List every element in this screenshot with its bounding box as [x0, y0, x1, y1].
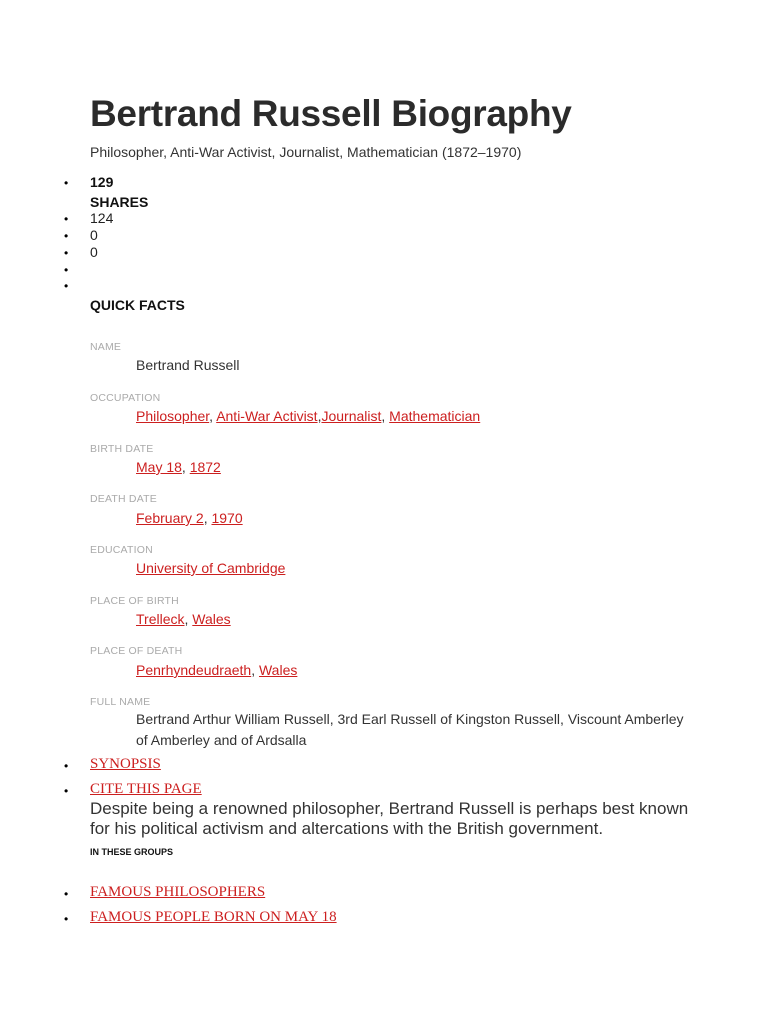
birth-country-link[interactable]: Wales	[192, 611, 231, 627]
quick-facts-heading: QUICK FACTS	[90, 297, 185, 313]
fact-label-name: NAME	[90, 341, 122, 353]
fact-value-place-of-death: Penrhyndeudraeth, Wales	[136, 662, 298, 678]
fact-label-death-date: DEATH DATE	[90, 493, 157, 505]
fact-label-occupation: OCCUPATION	[90, 392, 161, 404]
fact-value-education	[136, 560, 285, 576]
share-label: SHARES	[90, 194, 149, 210]
occupation-link-journalist[interactable]: Journalist	[321, 408, 382, 424]
birth-town-link[interactable]: Trelleck	[136, 611, 185, 627]
birth-year-link[interactable]: 1872	[189, 459, 221, 475]
death-day-link[interactable]: February 2	[136, 510, 204, 526]
fact-label-place-of-birth: PLACE OF BIRTH	[90, 595, 179, 607]
bullet-icon: •	[64, 176, 69, 190]
death-year-link[interactable]: 1970	[211, 510, 243, 526]
bullet-icon: •	[64, 212, 69, 226]
bullet-icon: •	[64, 759, 69, 773]
fact-value-birth-date: May 18, 1872	[136, 459, 221, 475]
birth-day-link[interactable]: May 18	[136, 459, 182, 475]
page-subtitle: Philosopher, Anti-War Activist, Journalist, Mathematician (1872–1970)	[90, 144, 522, 160]
fact-label-place-of-death: PLACE OF DEATH	[90, 645, 183, 657]
fact-label-birth-date: BIRTH DATE	[90, 443, 154, 455]
bullet-icon: •	[64, 887, 69, 901]
share-count-2[interactable]: 0	[90, 227, 98, 243]
fact-value-place-of-birth: Trelleck, Wales	[136, 611, 231, 627]
article-summary: Despite being a renowned philosopher, Bertrand Russell is perhaps best known for his political activism and altercations with the British government.	[90, 799, 689, 838]
bullet-icon: •	[64, 263, 69, 277]
death-country-link[interactable]: Wales	[258, 662, 298, 678]
fact-value-full-name: Bertrand Arthur William Russell, 3rd Earl Russell of Kingston Russell, Viscount Amberley of Amberley and of Ardsalla	[136, 711, 684, 748]
fact-label-education: EDUCATION	[90, 544, 153, 556]
bullet-icon: •	[64, 912, 69, 926]
bullet-icon: •	[64, 246, 69, 260]
group-link-famous-philosophers[interactable]: FAMOUS PHILOSOPHERS	[90, 884, 266, 900]
page-title: Bertrand Russell Biography	[90, 93, 572, 134]
fact-value-occupation: Philosopher, Anti-War Activist,Journalist, Mathematician	[136, 408, 481, 424]
group-link-born-may-18[interactable]: FAMOUS PEOPLE BORN ON MAY 18	[90, 909, 337, 925]
fact-value-death-date: February 2, 1970	[136, 510, 243, 526]
cite-this-page-link[interactable]: CITE THIS PAGE	[90, 781, 202, 797]
synopsis-link[interactable]: SYNOPSIS	[90, 756, 161, 772]
share-count-1[interactable]: 124	[90, 210, 114, 226]
fact-value-name: Bertrand Russell	[136, 357, 240, 373]
education-link[interactable]: University of Cambridge	[136, 560, 286, 576]
bullet-icon: •	[64, 784, 69, 798]
bullet-icon: •	[64, 229, 69, 243]
occupation-link-mathematician[interactable]: Mathematician	[389, 408, 481, 424]
death-town-link[interactable]: Penrhyndeudraeth	[136, 662, 252, 678]
occupation-link-anti-war-activist[interactable]: Anti-War Activist	[216, 408, 318, 424]
groups-heading: IN THESE GROUPS	[90, 847, 174, 857]
bullet-icon: •	[64, 279, 69, 293]
fact-label-full-name: FULL NAME	[90, 696, 151, 708]
share-total: 129	[90, 174, 114, 190]
occupation-link-philosopher[interactable]: Philosopher	[136, 408, 210, 424]
share-count-3[interactable]: 0	[90, 244, 98, 260]
